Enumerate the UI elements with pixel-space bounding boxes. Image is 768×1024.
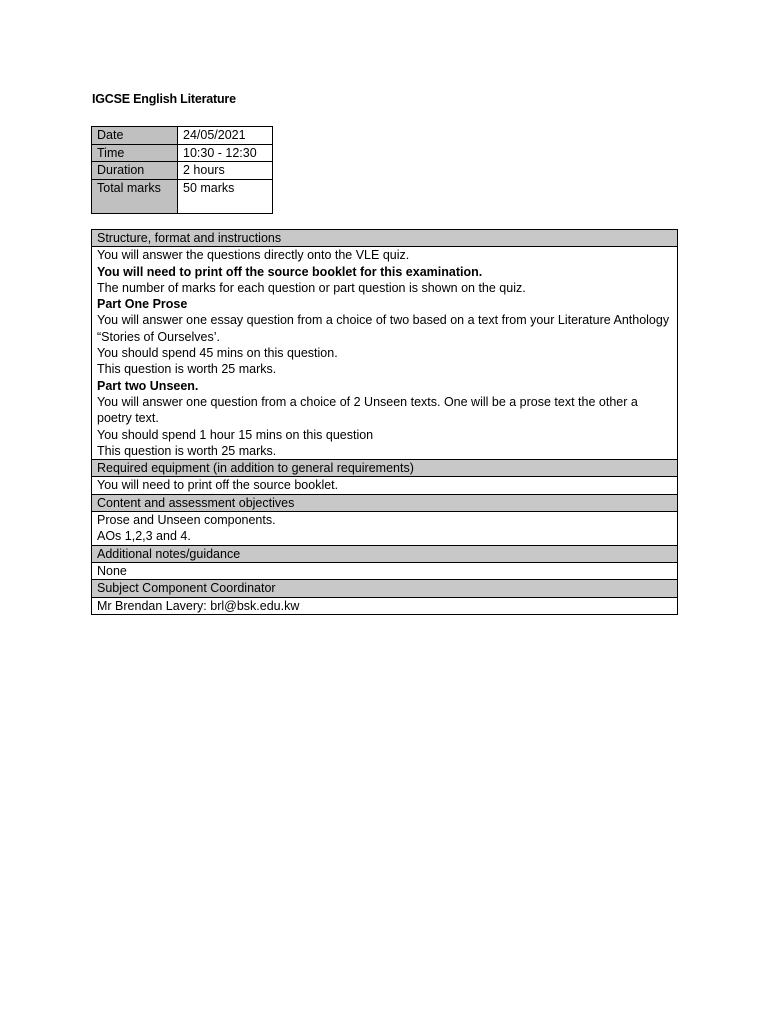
instruction-line: You will answer the questions directly onto the VLE quiz. bbox=[97, 248, 410, 263]
date-label: Date bbox=[92, 127, 178, 145]
table-row bbox=[92, 179, 273, 213]
table-row bbox=[92, 460, 678, 477]
instruction-line: You should spend 45 mins on this question. bbox=[97, 346, 338, 361]
equipment-heading: Required equipment (in addition to general requirements) bbox=[92, 460, 678, 477]
instructions-table bbox=[91, 229, 678, 615]
exam-details-table bbox=[91, 126, 273, 214]
total-marks-label: Total marks bbox=[92, 179, 178, 213]
table-row bbox=[92, 477, 678, 494]
table-row bbox=[92, 512, 678, 546]
notes-text: None bbox=[92, 562, 678, 579]
table-row bbox=[92, 247, 678, 460]
content-heading: Content and assessment objectives bbox=[92, 494, 678, 511]
coordinator-text: Mr Brendan Lavery: brl@bsk.edu.kw bbox=[92, 597, 678, 614]
table-row bbox=[92, 230, 678, 247]
structure-body bbox=[92, 247, 678, 460]
table-row bbox=[92, 580, 678, 597]
equipment-text: You will need to print off the source booklet. bbox=[92, 477, 678, 494]
document-title: IGCSE English Literature bbox=[92, 92, 236, 106]
table-row bbox=[92, 562, 678, 579]
duration-value: 2 hours bbox=[178, 162, 273, 180]
part-one-heading: Part One Prose bbox=[97, 297, 188, 312]
notes-heading: Additional notes/guidance bbox=[92, 545, 678, 562]
table-row bbox=[92, 545, 678, 562]
table-row bbox=[92, 127, 273, 145]
table-row bbox=[92, 144, 273, 162]
table-row bbox=[92, 597, 678, 614]
time-value: 10:30 - 12:30 bbox=[178, 144, 273, 162]
coordinator-heading: Subject Component Coordinator bbox=[92, 580, 678, 597]
instruction-line: You will answer one essay question from a choice of two based on a text from your Literature Anthology “Stories of Ourselves’. bbox=[97, 313, 670, 344]
instruction-line: This question is worth 25 marks. bbox=[97, 362, 277, 377]
instruction-line-bold: You will need to print off the source booklet for this examination. bbox=[97, 264, 483, 279]
structure-heading: Structure, format and instructions bbox=[92, 230, 678, 247]
part-two-heading: Part two Unseen. bbox=[97, 378, 199, 393]
table-row bbox=[92, 494, 678, 511]
instruction-line: The number of marks for each question or part question is shown on the quiz. bbox=[97, 280, 526, 295]
content-line: Prose and Unseen components. bbox=[97, 513, 276, 528]
date-value: 24/05/2021 bbox=[178, 127, 273, 145]
content-body bbox=[92, 512, 678, 546]
instruction-line: This question is worth 25 marks. bbox=[97, 443, 277, 458]
table-row bbox=[92, 162, 273, 180]
time-label: Time bbox=[92, 144, 178, 162]
content-line: AOs 1,2,3 and 4. bbox=[97, 529, 191, 544]
instruction-line: You will answer one question from a choice of 2 Unseen texts. One will be a prose text the other a poetry text. bbox=[97, 394, 638, 426]
total-marks-value: 50 marks bbox=[178, 179, 273, 213]
instruction-line: You should spend 1 hour 15 mins on this question bbox=[97, 427, 374, 442]
duration-label: Duration bbox=[92, 162, 178, 180]
